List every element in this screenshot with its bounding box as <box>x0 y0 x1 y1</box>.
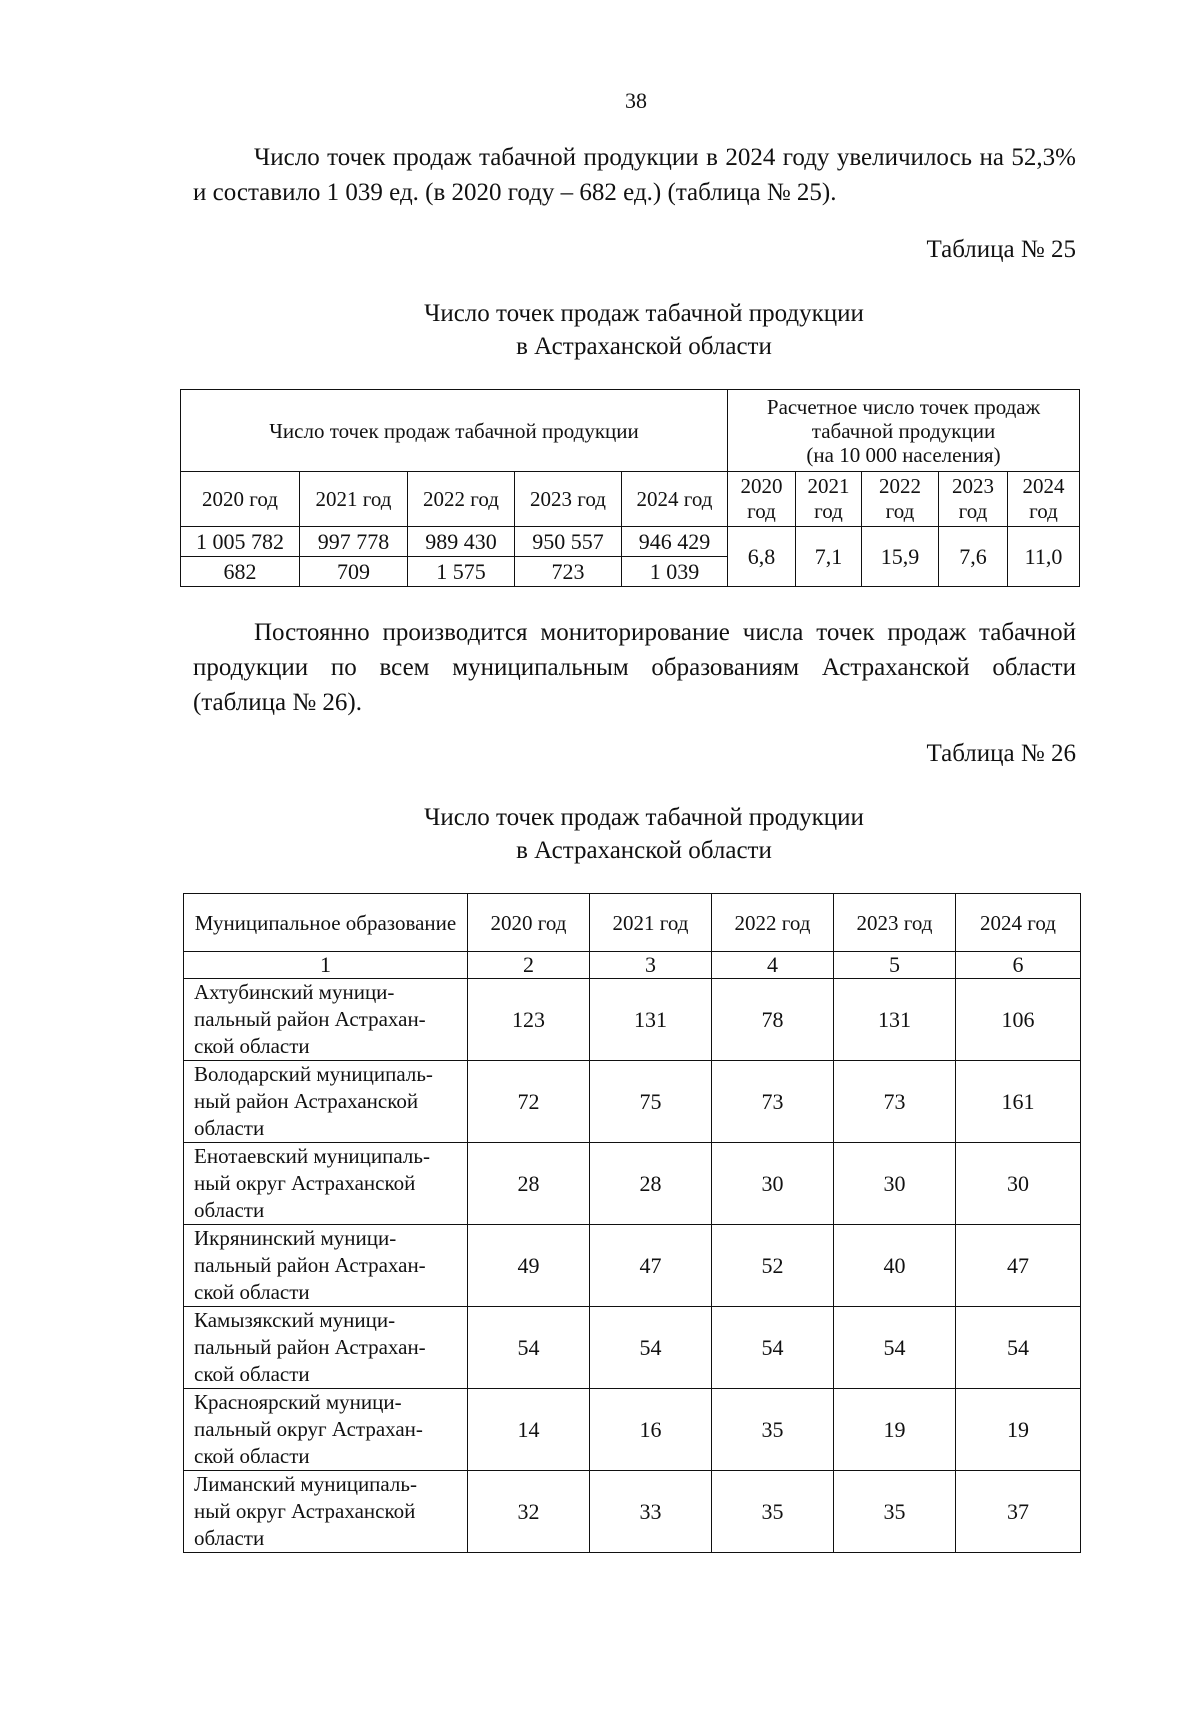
paragraph-intro-text: Число точек продаж табачной продукции в 2024 году увеличилось на 52,3% и составило 1 039 ед. (в 2020 году – 682 ед.) (таблица № 25). <box>193 144 1076 206</box>
table-25-rate-cell: 7,6 <box>939 527 1008 587</box>
rate-year: 2021 <box>807 474 850 498</box>
table-25-rate-year-cell <box>862 472 939 527</box>
table-25-title-line-1: Число точек продаж табачной продукции <box>424 300 864 327</box>
table-26-value: 14 <box>468 1389 590 1471</box>
municipality-name-line: Ахтубинский муници- <box>194 980 395 1004</box>
table-row <box>184 979 1081 1061</box>
paragraph-monitoring-text: Постоянно производится мониторирование числа точек продаж табачной продукции по всем муниципальным образованиям Астраханской области (таблица № 26). <box>193 619 1076 716</box>
municipality-name-line: Икрянинский муници- <box>194 1226 397 1250</box>
table-26-value: 54 <box>468 1307 590 1389</box>
municipality-name <box>184 1143 468 1225</box>
table-26-value: 40 <box>834 1225 956 1307</box>
table-26-value: 33 <box>590 1471 712 1553</box>
municipality-name-line: Енотаевский муниципаль- <box>194 1144 430 1168</box>
table-25-header-rate <box>728 390 1080 472</box>
table-26-header-cell: 2020 год <box>468 894 590 952</box>
table-row <box>184 1307 1081 1389</box>
table-26-value: 78 <box>712 979 834 1061</box>
table-26-value: 54 <box>834 1307 956 1389</box>
table-26-value: 19 <box>834 1389 956 1471</box>
table-26-value: 35 <box>712 1471 834 1553</box>
municipality-name-line: ный округ Астраханской <box>194 1499 416 1523</box>
table-26-value: 19 <box>956 1389 1081 1471</box>
table-25-year-cell: 2024 год <box>622 472 728 527</box>
table-25-header-rate-line-2: табачной продукции <box>811 418 996 443</box>
rate-year-unit: год <box>958 499 988 523</box>
municipality-name-line: пальный район Астрахан- <box>194 1335 426 1359</box>
municipality-name-line: области <box>194 1198 265 1222</box>
table-26-column-number: 6 <box>956 952 1081 979</box>
rate-year-unit: год <box>814 499 843 523</box>
table-26-title <box>0 801 1200 867</box>
table-26-header-cell: 2021 год <box>590 894 712 952</box>
table-26-header-cell: 2023 год <box>834 894 956 952</box>
municipality-name-line: ный округ Астраханской <box>194 1171 416 1195</box>
table-25-cell: 950 557 <box>515 527 622 557</box>
table-26-value: 32 <box>468 1471 590 1553</box>
table-26-value: 35 <box>712 1389 834 1471</box>
rate-year: 2022 <box>879 474 921 498</box>
municipality-name-line: ской области <box>194 1280 310 1304</box>
table-25-title <box>0 297 1200 363</box>
table-row <box>184 1389 1081 1471</box>
table-26-value: 54 <box>956 1307 1081 1389</box>
table-26-value: 30 <box>834 1143 956 1225</box>
table-25-years-row <box>181 472 1080 527</box>
table-25-cell: 989 430 <box>408 527 515 557</box>
rate-year: 2023 <box>952 474 994 498</box>
municipality-name-line: пальный район Астрахан- <box>194 1007 426 1031</box>
rate-year-unit: год <box>885 499 915 523</box>
municipality-name-line: области <box>194 1526 265 1550</box>
table-25-cell: 709 <box>300 557 408 587</box>
rate-year: 2024 <box>1022 474 1065 498</box>
table-26-value: 131 <box>590 979 712 1061</box>
table-25-label: Таблица № 25 <box>926 236 1076 263</box>
municipality-name <box>184 1061 468 1143</box>
table-26-value: 49 <box>468 1225 590 1307</box>
table-26-title-line-2: в Астраханской области <box>516 837 772 864</box>
municipality-name <box>184 1471 468 1553</box>
table-26-value: 35 <box>834 1471 956 1553</box>
table-26-column-number: 5 <box>834 952 956 979</box>
table-26-value: 73 <box>834 1061 956 1143</box>
table-26-value: 161 <box>956 1061 1081 1143</box>
table-25-cell: 997 778 <box>300 527 408 557</box>
municipality-name <box>184 979 468 1061</box>
table-25-header-rate-line-1: Расчетное число точек продаж <box>766 394 1041 419</box>
municipality-name-line: области <box>194 1116 265 1140</box>
rate-year-unit: год <box>747 499 776 523</box>
table-25-rate-year-cell <box>728 472 796 527</box>
table-26-column-number: 4 <box>712 952 834 979</box>
municipality-name-line: ской области <box>194 1444 310 1468</box>
table-25-header-count: Число точек продаж табачной продукции <box>181 390 728 472</box>
table-26-value: 54 <box>590 1307 712 1389</box>
rate-year: 2020 <box>740 474 783 498</box>
table-26-value: 52 <box>712 1225 834 1307</box>
page-number: 38 <box>625 88 647 113</box>
table-26-value: 72 <box>468 1061 590 1143</box>
table-26-column-number: 3 <box>590 952 712 979</box>
table-26-number-row <box>184 952 1081 979</box>
table-25-rate-cell: 11,0 <box>1008 527 1080 587</box>
table-25-rate-year-cell <box>939 472 1008 527</box>
table-26-column-number: 1 <box>184 952 468 979</box>
table-25-year-cell: 2020 год <box>181 472 300 527</box>
table-25-year-cell: 2022 год <box>408 472 515 527</box>
table-25-header-rate-line-3: (на 10 000 населения) <box>806 442 1001 467</box>
table-26-header-cell: Муниципальное образование <box>184 894 468 952</box>
table-26-value: 75 <box>590 1061 712 1143</box>
municipality-name-line: ный район Астраханской <box>194 1089 419 1113</box>
table-26-column-number: 2 <box>468 952 590 979</box>
paragraph-monitoring <box>193 615 1076 720</box>
table-row <box>184 1225 1081 1307</box>
table-25-title-line-2: в Астраханской области <box>516 333 772 360</box>
municipality-name-line: ской области <box>194 1034 310 1058</box>
municipality-name-line: пальный район Астрахан- <box>194 1253 426 1277</box>
municipality-name-line: Лиманский муниципаль- <box>194 1472 417 1496</box>
table-26-value: 131 <box>834 979 956 1061</box>
municipality-name <box>184 1307 468 1389</box>
table-26-value: 28 <box>468 1143 590 1225</box>
paragraph-intro <box>193 140 1076 210</box>
table-25-cell: 1 575 <box>408 557 515 587</box>
table-25-cell: 723 <box>515 557 622 587</box>
municipality-name <box>184 1225 468 1307</box>
table-row <box>184 1061 1081 1143</box>
table-26-value: 47 <box>956 1225 1081 1307</box>
table-26-value: 30 <box>712 1143 834 1225</box>
table-26-value: 123 <box>468 979 590 1061</box>
table-25-rate-cell: 15,9 <box>862 527 939 587</box>
municipality-name-line: Володарский муниципаль- <box>194 1062 433 1086</box>
table-25-year-cell: 2021 год <box>300 472 408 527</box>
table-26-header-cell: 2022 год <box>712 894 834 952</box>
table-26-value: 16 <box>590 1389 712 1471</box>
municipality-name-line: пальный округ Астрахан- <box>194 1417 423 1441</box>
table-26-value: 73 <box>712 1061 834 1143</box>
table-25-cell: 682 <box>181 557 300 587</box>
table-25-rate-cell: 6,8 <box>728 527 796 587</box>
municipality-name-line: ской области <box>194 1362 310 1386</box>
table-26-value: 106 <box>956 979 1081 1061</box>
table-25-rate-cell: 7,1 <box>796 527 862 587</box>
table-25-cell: 946 429 <box>622 527 728 557</box>
municipality-name <box>184 1389 468 1471</box>
table-26-value: 30 <box>956 1143 1081 1225</box>
table-row <box>184 1143 1081 1225</box>
table-26-value: 37 <box>956 1471 1081 1553</box>
table-25 <box>180 389 1080 587</box>
table-25-header-row <box>181 390 1080 472</box>
table-26-label: Таблица № 26 <box>926 740 1076 767</box>
table-25-row-population <box>181 527 1080 557</box>
table-25-cell: 1 039 <box>622 557 728 587</box>
table-25-rate-year-cell <box>1008 472 1080 527</box>
table-25-year-cell: 2023 год <box>515 472 622 527</box>
table-26-title-line-1: Число точек продаж табачной продукции <box>424 804 864 831</box>
table-25-rate-year-cell <box>796 472 862 527</box>
table-26-header-cell: 2024 год <box>956 894 1081 952</box>
table-row <box>184 1471 1081 1553</box>
municipality-name-line: Камызякский муници- <box>194 1308 396 1332</box>
table-25-cell: 1 005 782 <box>181 527 300 557</box>
table-26-value: 54 <box>712 1307 834 1389</box>
table-26 <box>183 893 1081 1553</box>
table-26-value: 28 <box>590 1143 712 1225</box>
table-26-header-row <box>184 894 1081 952</box>
rate-year-unit: год <box>1029 499 1058 523</box>
table-26-value: 47 <box>590 1225 712 1307</box>
municipality-name-line: Красноярский муници- <box>194 1390 402 1414</box>
